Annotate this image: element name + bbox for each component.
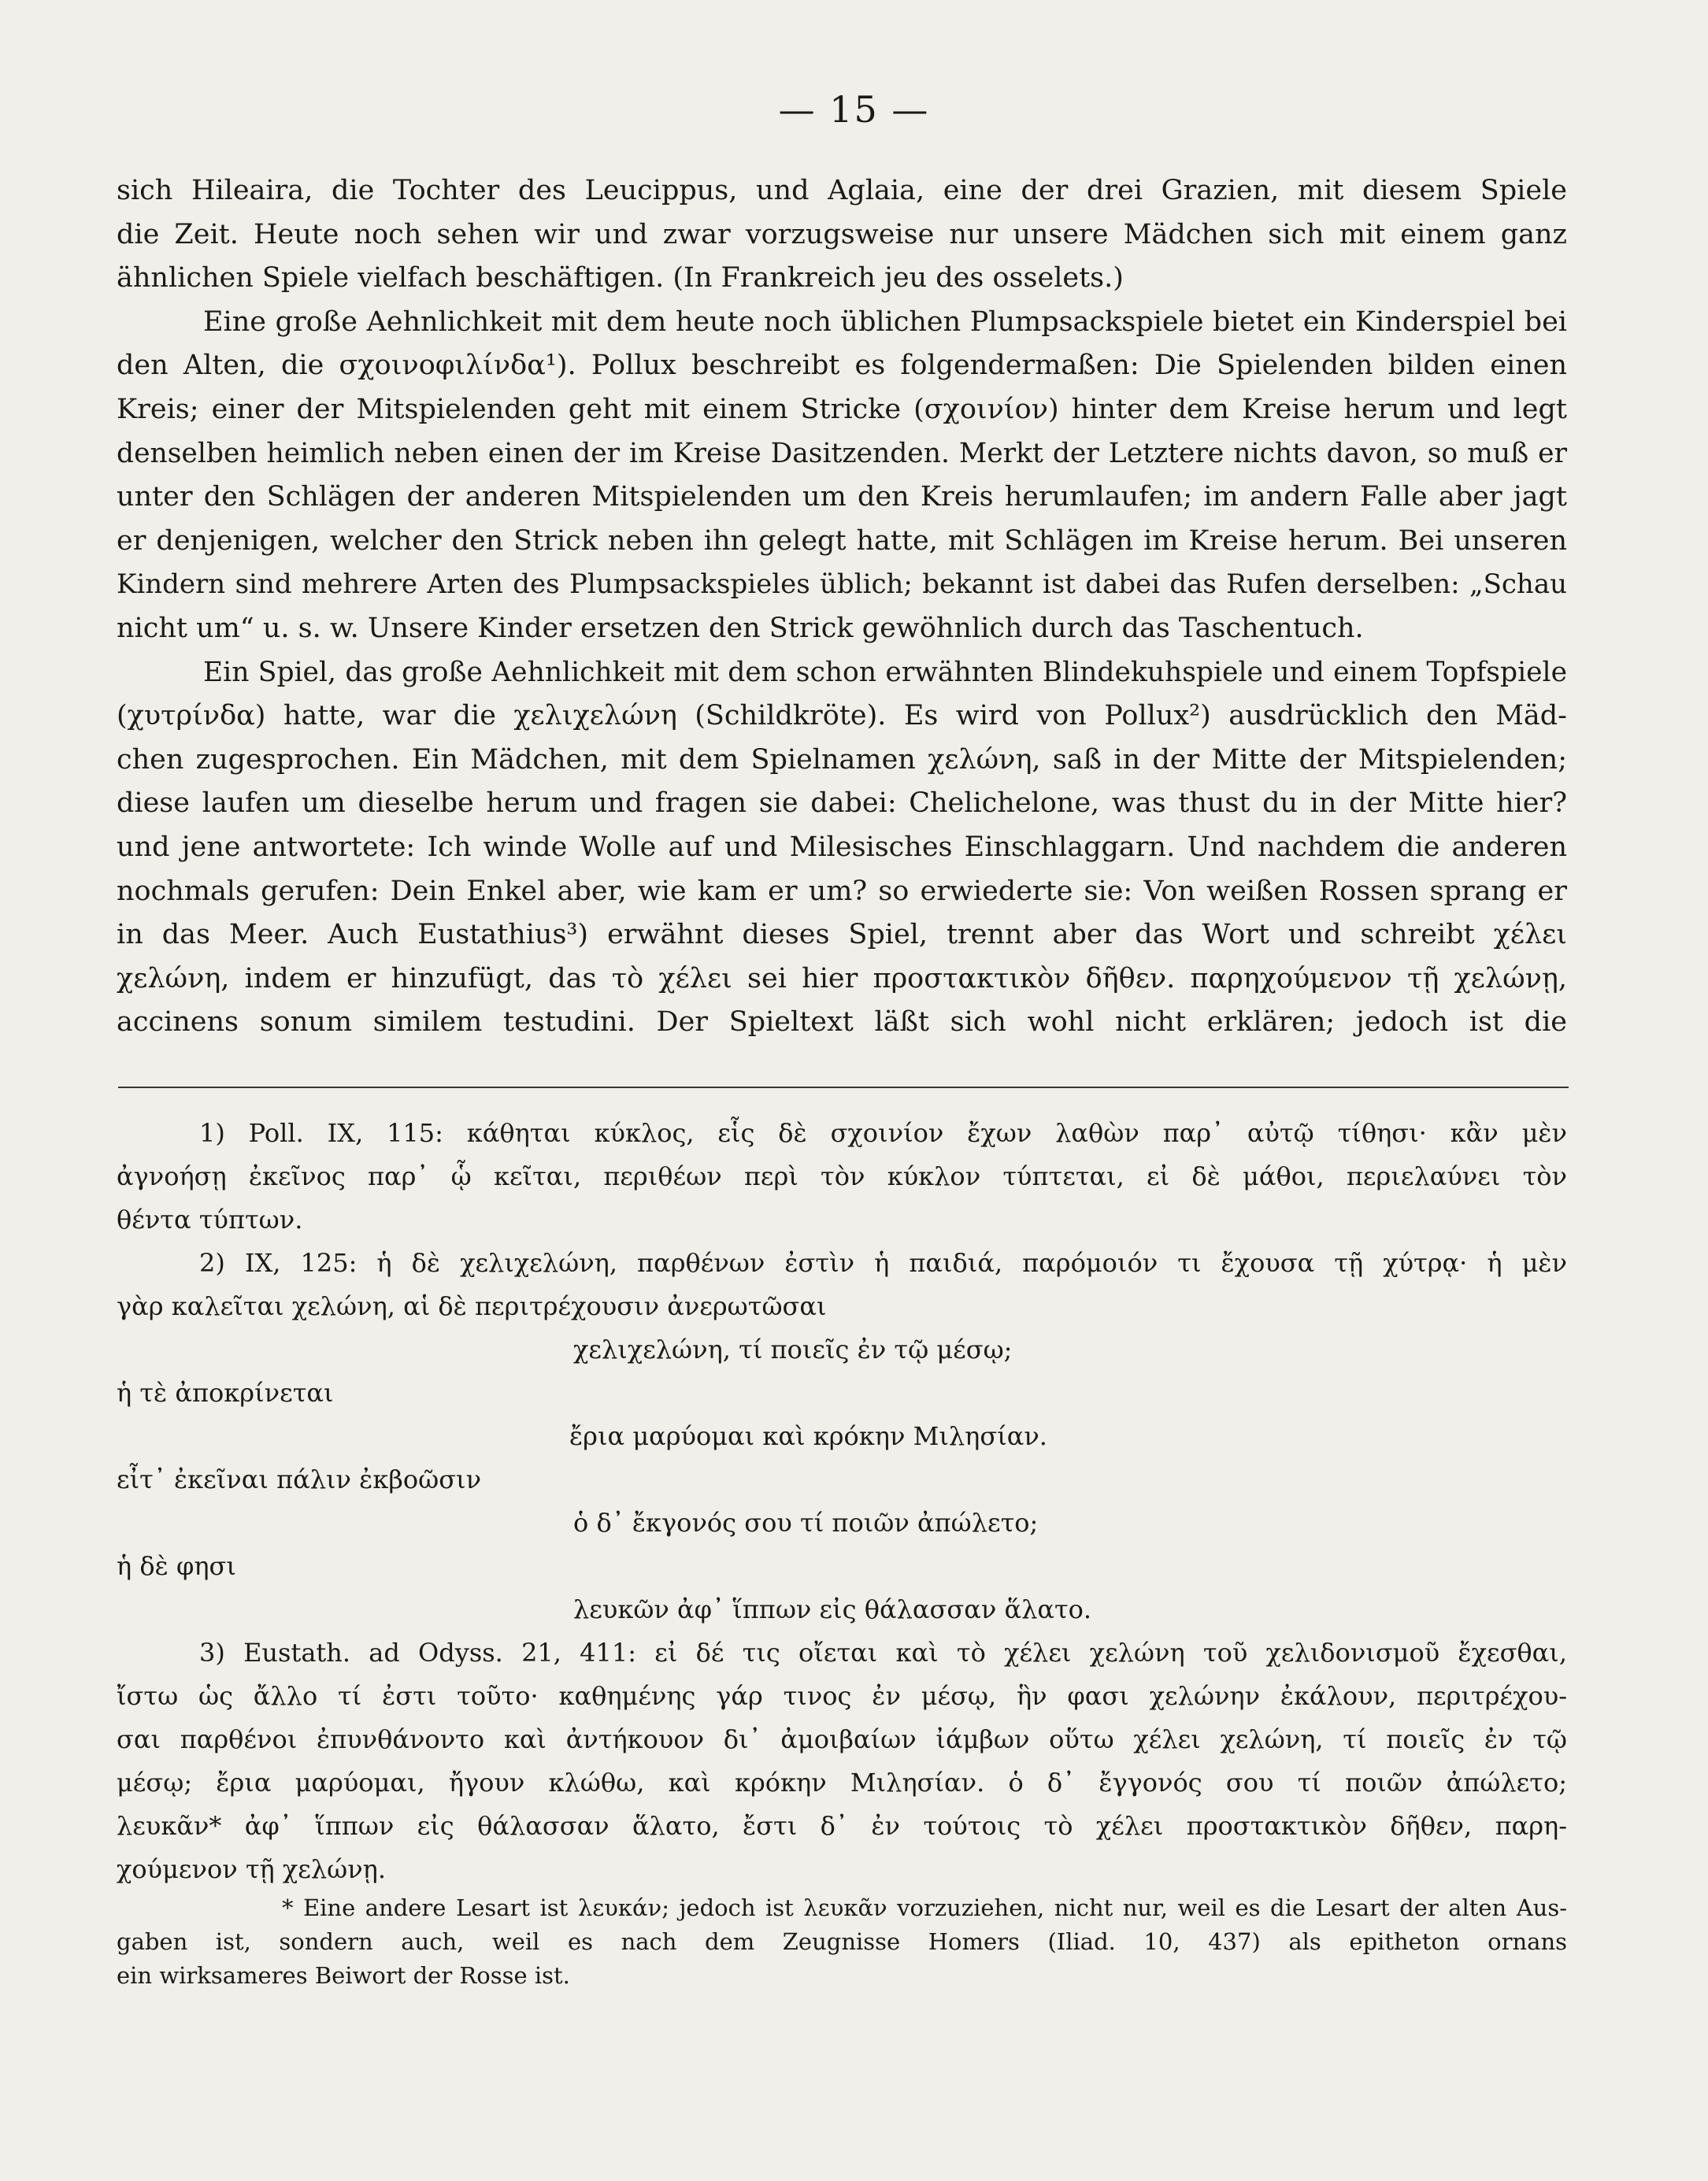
asterisk-note-line: gaben ist, sondern auch, weil es nach dem Zeugnisse Homers (Iliad. 10, 437) als epitheton ornans: [117, 1928, 1567, 1955]
text-line: χελώνη, indem er hinzufügt, das τὸ χέλει sei hier προστακτικὸν δῆθεν. παρηχούμενον τῇ χελώνῃ,: [117, 962, 1567, 994]
text-line: nochmals gerufen: Dein Enkel aber, wie kam er um? so erwiederte sie: Von weißen Rossen sprang er: [117, 875, 1567, 907]
footnote-3: 3) Eustath. ad Odyss. 21, 411: εἰ δέ τις οἴεται καὶ τὸ χέλει χελώνη τοῦ χελιδονισμοῦ ἔχεσθαι,: [199, 1638, 1567, 1668]
footnotes: [117, 1112, 1567, 1993]
text-line: in das Meer. Auch Eustathius³) erwähnt dieses Spiel, trennt aber das Wort und schreibt χέλει: [117, 919, 1567, 951]
asterisk-note-line: ein wirksameres Beiwort der Rosse ist.: [117, 1962, 570, 1989]
footnote-1: 1) Poll. IX, 115: κάθηται κύκλος, εἷς δὲ σχοινίον ἔχων λαθὼν παρ᾽ αὐτῷ τίθησι· κἂν μὲν: [199, 1118, 1567, 1148]
page-number: — 15 —: [778, 88, 930, 131]
verse-line: λευκῶν ἀφ᾽ ἵππων εἰς θάλασσαν ἅλατο.: [573, 1594, 1092, 1624]
footnote-3-line: σαι παρθένοι ἐπυνθάνοντο καὶ ἀντήκουον δι᾽ ἀμοιβαίων ἰάμβων οὕτω χέλει χελώνη, τί ποιεῖς ἐν τῷ: [117, 1724, 1567, 1754]
text-line: accinens sonum similem testudini. Der Spieltext läßt sich wohl nicht erklären; jedoch ist die: [117, 1006, 1567, 1039]
text-line: den Alten, die σχοινοφιλίνδα¹). Pollux beschreibt es folgendermaßen: Die Spielenden bilden einen: [117, 350, 1567, 382]
footnote-1-line: ἀγνοήσῃ ἐκεῖνος παρ᾽ ᾧ κεῖται, περιθέων περὶ τὸν κύκλον τύπτεται, εἰ δὲ μάθοι, περιελαύνει τὸν: [117, 1161, 1567, 1191]
text-line: (χυτρίνδα) hatte, war die χελιχελώνη (Schildkröte). Es wird von Pollux²) ausdrücklich den Mäd-: [117, 700, 1567, 732]
verse-intro: ἡ δὲ φησι: [117, 1551, 236, 1581]
main-text: [117, 169, 1567, 1045]
footnote-1-line: θέντα τύπτων.: [117, 1205, 303, 1235]
verse-line: χελιχελώνη, τί ποιεῖς ἐν τῷ μέσῳ;: [573, 1335, 1013, 1365]
asterisk-note: * Eine andere Lesart ist λευκάν; jedoch ist λευκᾶν vorzuziehen, nicht nur, weil es die Lesart der alten Aus-: [282, 1894, 1567, 1921]
footnote-2: 2) IX, 125: ἡ δὲ χελιχελώνη, παρθένων ἐστὶν ἡ παιδιά, παρόμοιόν τι ἔχουσα τῇ χύτρᾳ· ἡ μὲν: [199, 1248, 1567, 1278]
footnote-3-line: χούμενον τῇ χελώνῃ.: [117, 1854, 387, 1884]
verse-line: ὁ δ᾽ ἔκγονός σου τί ποιῶν ἀπώλετο;: [573, 1508, 1039, 1538]
footnote-2-line: γὰρ καλεῖται χελώνη, αἱ δὲ περιτρέχουσιν ἀνερωτῶσαι: [117, 1291, 827, 1321]
text-line: nicht um“ u. s. w. Unsere Kinder ersetzen den Strick gewöhnlich durch das Taschentuch.: [117, 612, 1364, 644]
text-line: sich Hileaira, die Tochter des Leucippus, und Aglaia, eine der drei Grazien, mit diesem Spiele: [117, 175, 1567, 206]
footnote-divider: [118, 1087, 1569, 1088]
text-line: die Zeit. Heute noch sehen wir und zwar vorzugsweise nur unsere Mädchen sich mit einem ganz: [117, 218, 1567, 250]
verse-line: ἔρια μαρύομαι καὶ κρόκην Μιλησίαν.: [569, 1421, 1047, 1451]
footnote-3-line: λευκᾶν* ἀφ᾽ ἵππων εἰς θάλασσαν ἅλατο, ἔστι δ᾽ ἐν τούτοις τὸ χέλει προστακτικὸν δῆθεν, παρη-: [117, 1811, 1567, 1841]
verse-intro: ἡ τὲ ἀποκρίνεται: [117, 1378, 334, 1408]
text-line: denselben heimlich neben einen der im Kreise Dasitzenden. Merkt der Letztere nichts davon, so muß er: [117, 437, 1567, 469]
verse-intro: εἶτ᾽ ἐκεῖναι πάλιν ἐκβοῶσιν: [117, 1464, 482, 1494]
footnote-3-line: ἴστω ὡς ἄλλο τί ἐστι τοῦτο· καθημένης γάρ τινος ἐν μέσῳ, ἣν φασι χελώνην ἐκάλουν, περιτρέχου-: [117, 1681, 1567, 1711]
paragraph-start: Eine große Aehnlichkeit mit dem heute noch üblichen Plumpsackspiele bietet ein Kinderspiel bei: [203, 305, 1567, 338]
text-line: chen zugesprochen. Ein Mädchen, mit dem Spielnamen χελώνη, saß in der Mitte der Mitspielenden;: [117, 743, 1567, 776]
text-line: diese laufen um dieselbe herum und fragen sie dabei: Chelichelone, was thust du in der Mitte hier?: [117, 787, 1567, 820]
text-line: Kindern sind mehrere Arten des Plumpsackspieles üblich; bekannt ist dabei das Rufen derselben: „Schau: [117, 568, 1567, 601]
text-line: unter den Schlägen der anderen Mitspielenden um den Kreis herumlaufen; im andern Falle aber jagt: [117, 481, 1567, 513]
text-line: Kreis; einer der Mitspielenden geht mit einem Stricke (σχοινίον) hinter dem Kreise herum und legt: [117, 393, 1567, 425]
footnote-3-line: μέσῳ; ἔρια μαρύομαι, ἤγουν κλώθω, καὶ κρόκην Μιλησίαν. ὁ δ᾽ ἔγγονός σου τί ποιῶν ἀπώλετο;: [117, 1768, 1567, 1798]
text-line: er denjenigen, welcher den Strick neben ihn gelegt hatte, mit Schlägen im Kreise herum. Bei unseren: [117, 524, 1567, 557]
text-line: und jene antwortete: Ich winde Wolle auf und Milesisches Einschlaggarn. Und nachdem die anderen: [117, 831, 1567, 863]
text-line: ähnlichen Spiele vielfach beschäftigen. (In Frankreich jeu des osselets.): [117, 262, 1124, 294]
paragraph-start: Ein Spiel, das große Aehnlichkeit mit dem schon erwähnten Blindekuhspiele und einem Topfspiele: [203, 656, 1567, 688]
